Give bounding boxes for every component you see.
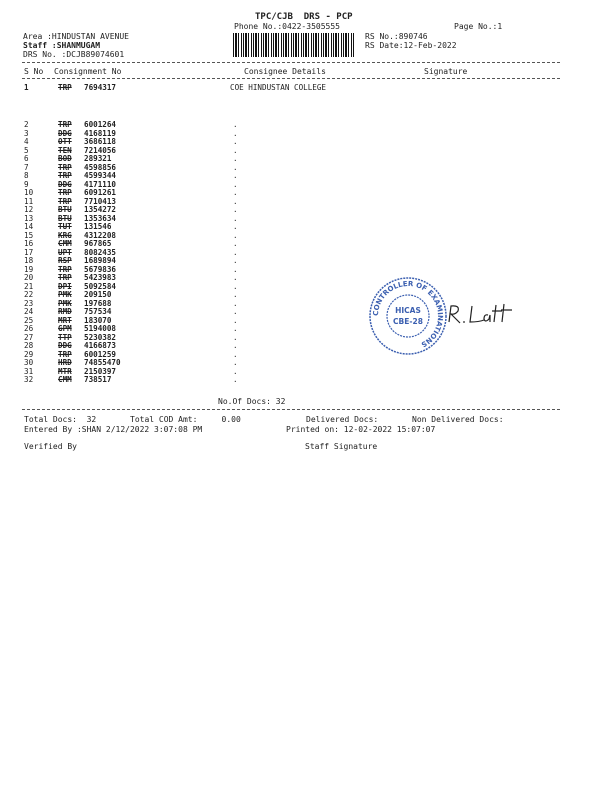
- row-dot: .: [233, 196, 238, 206]
- verified-by: Verified By: [24, 442, 77, 451]
- row-sno: 19: [24, 264, 34, 274]
- row-dot: .: [233, 256, 238, 265]
- row-dot: .: [233, 273, 238, 282]
- area-label: Area :HINDUSTAN AVENUE: [23, 32, 129, 41]
- row-sno: 27: [24, 332, 34, 342]
- drs-number: DRS No. :DCJB89074601: [23, 50, 125, 59]
- row-sno: 20: [24, 273, 34, 282]
- row-code: KRG: [58, 230, 72, 240]
- row-code: DDG: [58, 179, 72, 189]
- row-number: 738517: [84, 375, 112, 384]
- non-delivered-docs: Non Delivered Docs:: [412, 415, 504, 424]
- document-title: TPC/CJB DRS - PCP: [255, 12, 353, 22]
- row-code: CMM: [58, 375, 72, 384]
- row-code: TUT: [58, 222, 72, 231]
- row-code: UPT: [58, 247, 72, 257]
- row-dot: .: [233, 307, 238, 316]
- staff-signature-label: Staff Signature: [305, 442, 378, 451]
- row-sno: 21: [24, 281, 34, 291]
- row-consignee: COE HINDUSTAN COLLEGE: [230, 83, 327, 92]
- row-code: TRP: [58, 120, 72, 129]
- row-number: 183070: [84, 315, 112, 325]
- row-sno: 1: [24, 83, 29, 92]
- row-number: 6001264: [84, 120, 117, 129]
- row-sno: 30: [24, 358, 34, 367]
- row-number: 4168119: [84, 128, 117, 138]
- row-code: HRD: [58, 358, 72, 367]
- row-code: PMK: [58, 298, 72, 308]
- row-dot: .: [233, 358, 238, 367]
- row-number: 4312208: [84, 230, 117, 240]
- row-dot: .: [233, 298, 238, 308]
- rs-date: RS Date:12-Feb-2022: [365, 41, 457, 50]
- stamp-center-text-2: CBE-28: [393, 317, 423, 326]
- row-dot: .: [233, 239, 238, 248]
- row-number: 131546: [84, 222, 112, 231]
- no-of-docs: No.Of Docs: 32: [218, 397, 286, 406]
- row-sno: 28: [24, 341, 34, 350]
- row-number: 1689894: [84, 256, 117, 265]
- divider-columns: [22, 78, 560, 79]
- row-number: 6001259: [84, 349, 117, 359]
- row-number: 4166873: [84, 341, 117, 350]
- row-sno: 4: [24, 137, 29, 146]
- row-number: 5194008: [84, 324, 117, 333]
- row-dot: .: [233, 120, 238, 129]
- row-sno: 18: [24, 256, 34, 265]
- row-dot: .: [233, 179, 238, 189]
- row-sno: 24: [24, 307, 34, 316]
- row-number: 197688: [84, 298, 112, 308]
- row-sno: 11: [24, 196, 34, 206]
- row-dot: .: [233, 264, 238, 274]
- row-dot: .: [233, 145, 238, 155]
- row-sno: 17: [24, 247, 34, 257]
- row-number: 74855470: [84, 358, 121, 367]
- row-sno: 26: [24, 324, 34, 333]
- stamp-ring-text: CONTROLLER OF EXAMINATIONS: [371, 279, 445, 349]
- row-sno: 9: [24, 179, 29, 189]
- row-dot: .: [233, 162, 238, 172]
- row-code: TRP: [58, 196, 72, 206]
- row-sno: 6: [24, 154, 29, 163]
- row-number: 4599344: [84, 171, 117, 180]
- row-sno: 10: [24, 188, 34, 197]
- row-dot: .: [233, 205, 238, 214]
- row-sno: 16: [24, 239, 34, 248]
- row-number: 7214056: [84, 145, 117, 155]
- staff-label: Staff :SHANMUGAM: [23, 41, 101, 50]
- row-code: DDG: [58, 128, 72, 138]
- row-code: CMM: [58, 239, 72, 248]
- column-header-consignee: Consignee Details: [244, 67, 326, 76]
- row-code: TRP: [58, 188, 72, 197]
- row-code: TRP: [58, 273, 72, 282]
- column-header-signature: Signature: [424, 67, 468, 76]
- row-sno: 12: [24, 205, 34, 214]
- row-code: PMK: [58, 290, 72, 299]
- row-sno: 3: [24, 128, 29, 138]
- page-number: Page No.:1: [454, 22, 503, 31]
- row-code: GPM: [58, 324, 72, 333]
- row-sno: 22: [24, 290, 34, 299]
- row-sno: 14: [24, 222, 34, 231]
- row-dot: .: [233, 341, 238, 350]
- delivered-docs: Delivered Docs:: [306, 415, 379, 424]
- barcode: [233, 33, 354, 57]
- row-code: DDG: [58, 341, 72, 350]
- stamp-center-text: HICAS: [395, 306, 421, 315]
- row-sno: 29: [24, 349, 34, 359]
- entered-by: Entered By :SHAN 2/12/2022 3:07:08 PM: [24, 425, 203, 434]
- row-number: 7694317: [84, 83, 117, 92]
- row-code: TRP: [58, 264, 72, 274]
- row-code: OTT: [58, 137, 72, 146]
- row-sno: 15: [24, 230, 34, 240]
- row-sno: 2: [24, 120, 29, 129]
- row-sno: 32: [24, 375, 34, 384]
- row-dot: .: [233, 290, 238, 299]
- row-code: RMD: [58, 307, 72, 316]
- row-number: 3686118: [84, 137, 117, 146]
- total-docs: Total Docs: 32: [24, 415, 97, 424]
- row-code: BTU: [58, 205, 72, 214]
- handwritten-signature: [446, 300, 518, 330]
- row-code: MRT: [58, 315, 72, 325]
- row-number: 967865: [84, 239, 112, 248]
- row-code: BOD: [58, 154, 72, 163]
- phone-number: Phone No.:0422-3505555: [234, 22, 340, 31]
- office-stamp: [368, 276, 448, 356]
- row-code: TRP: [58, 162, 72, 172]
- row-dot: .: [233, 375, 238, 384]
- row-number: 5230382: [84, 332, 117, 342]
- row-number: 5679836: [84, 264, 117, 274]
- row-dot: .: [233, 222, 238, 231]
- printed-on: Printed on: 12-02-2022 15:07:07: [286, 425, 436, 434]
- row-number: 1353634: [84, 213, 117, 223]
- row-sno: 23: [24, 298, 34, 308]
- row-dot: .: [233, 154, 238, 163]
- row-number: 1354272: [84, 205, 117, 214]
- row-dot: .: [233, 315, 238, 325]
- row-number: 4598856: [84, 162, 117, 172]
- row-dot: .: [233, 324, 238, 333]
- row-code: RSP: [58, 256, 72, 265]
- total-cod-amount: Total COD Amt: 0.00: [130, 415, 241, 424]
- rs-number: RS No.:890746: [365, 32, 428, 41]
- row-dot: .: [233, 281, 238, 291]
- row-sno: 13: [24, 213, 34, 223]
- row-number: 289321: [84, 154, 112, 163]
- row-sno: 7: [24, 162, 29, 172]
- row-dot: .: [233, 332, 238, 342]
- divider-footer: [22, 409, 560, 410]
- row-code: TRP: [58, 171, 72, 180]
- row-dot: .: [233, 366, 238, 376]
- row-number: 4171110: [84, 179, 117, 189]
- row-dot: .: [233, 128, 238, 138]
- row-sno: 5: [24, 145, 29, 155]
- row-code: TEN: [58, 145, 72, 155]
- row-number: 5423983: [84, 273, 117, 282]
- row-dot: .: [233, 188, 238, 197]
- row-number: 7710413: [84, 196, 117, 206]
- row-dot: .: [233, 171, 238, 180]
- row-sno: 25: [24, 315, 34, 325]
- divider-top: [22, 62, 560, 63]
- row-number: 209150: [84, 290, 112, 299]
- row-dot: .: [233, 137, 238, 146]
- row-code: MTR: [58, 366, 72, 376]
- row-code: DPI: [58, 281, 72, 291]
- row-code: TRP: [58, 83, 72, 92]
- row-number: 8082435: [84, 247, 117, 257]
- row-code: TTP: [58, 332, 72, 342]
- row-number: 2150397: [84, 366, 117, 376]
- row-sno: 31: [24, 366, 34, 376]
- row-number: 757534: [84, 307, 112, 316]
- row-sno: 8: [24, 171, 29, 180]
- row-dot: .: [233, 213, 238, 223]
- row-number: 6091261: [84, 188, 117, 197]
- row-code: TRP: [58, 349, 72, 359]
- row-dot: .: [233, 247, 238, 257]
- row-code: BTU: [58, 213, 72, 223]
- column-header-consignment: Consignment No: [54, 67, 122, 76]
- column-header-sno: S No: [24, 67, 44, 76]
- row-dot: .: [233, 349, 238, 359]
- row-number: 5092584: [84, 281, 117, 291]
- row-dot: .: [233, 230, 238, 240]
